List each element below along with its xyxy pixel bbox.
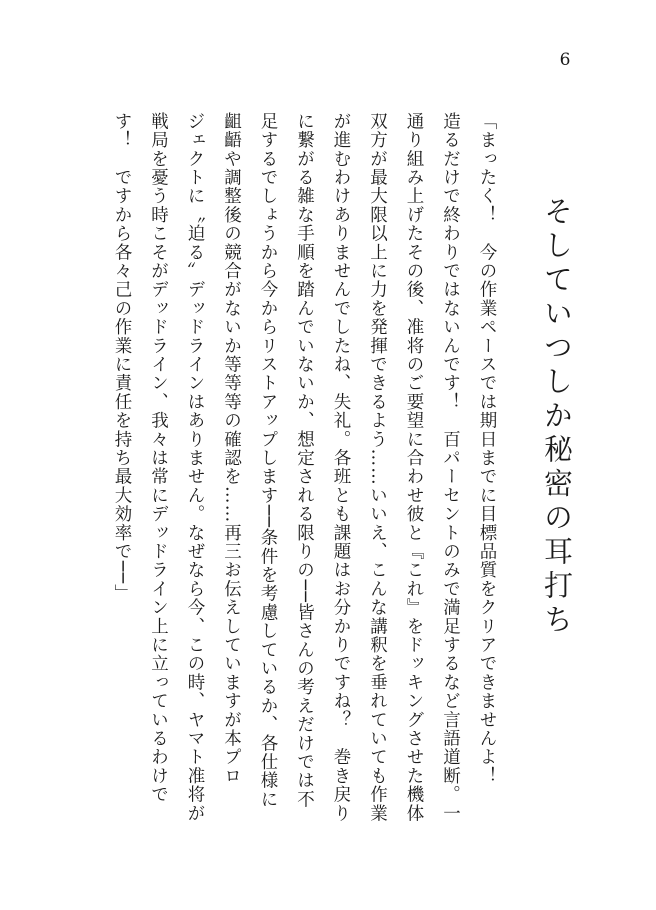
chapter-title: そしていつしか秘密の耳打ち xyxy=(540,196,574,638)
dialogue-paragraph: 「まったく！ 今の作業ペースでは期日までに目標品質をクリアできませんよ！ 造るだけで終わりではないんです！ 百パーセントのみで満足するなど言語道断。一 通り組み上げたその後、准将のご要望に合わせ彼と『これ』をドッキングさせた機体 双方が最大限以上に力を発揮できるよう……いいえ、こんな講釈を垂れていても作業 が進むわけありませんでしたね、失礼。各班とも課題はお分かりですね？ 巻き戻り に繋がる雑な手順を踏んでいないか、想定される限りの──皆さんの考えだけでは不 足するでしょうから今からリストアップします──条件を考慮しているか、各仕様に 齟齬や調整後の競合がないか等等等の確認を……再三お伝えしていますが本プロ ジェクトに〝迫る〟デッドラインはありません。なぜなら今、この時、ヤマト准将が 戦局を憂う時こそがデッドライン、我々は常にデッドライン上に立っているわけで す！ ですから各々己の作業に責任を持ち最大効率で──」 xyxy=(112,112,497,823)
body-text xyxy=(112,112,505,832)
page-number: 6 xyxy=(559,50,571,70)
